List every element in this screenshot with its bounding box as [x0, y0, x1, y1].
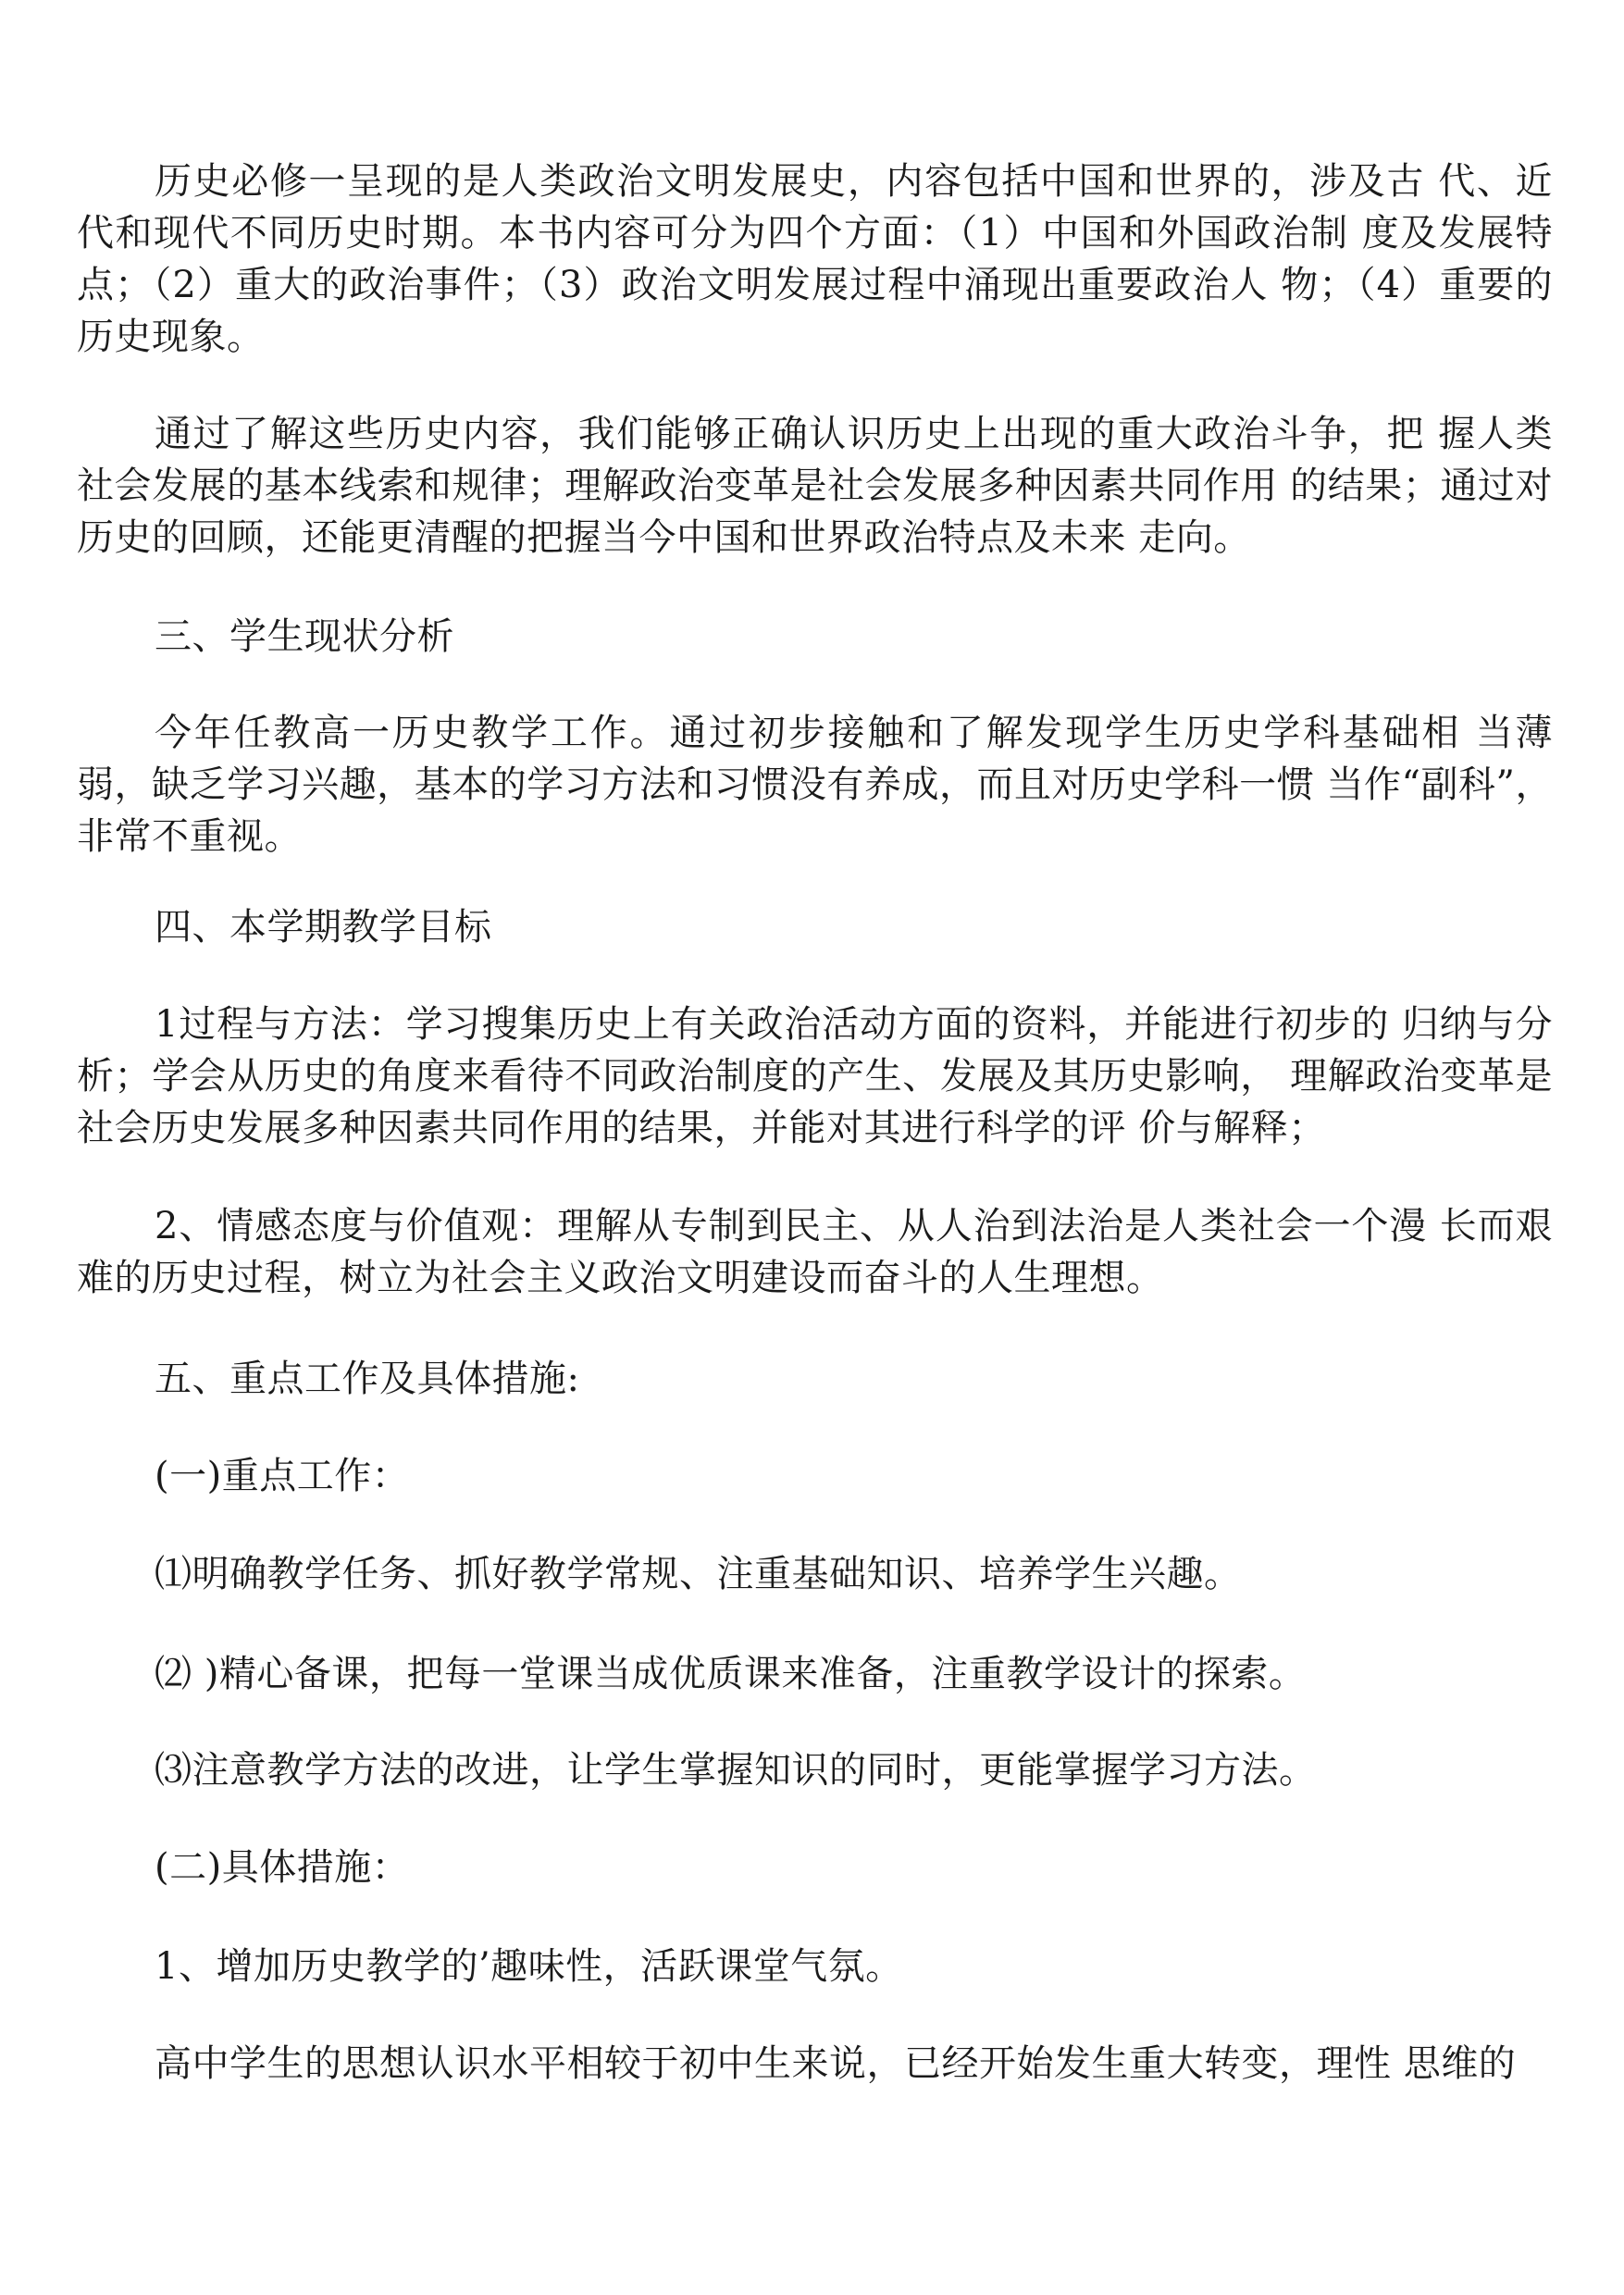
list-item-key-work-2: ⑵ )精心备课，把每一堂课当成优质课来准备，注重教学设计的探索。 [155, 1653, 1307, 1695]
heading-student-analysis: 三、学生现状分析 [155, 615, 454, 658]
list-item-key-work-3: ⑶注意教学方法的改进，让学生掌握知识的同时，更能掌握学习方法。 [155, 1749, 1317, 1792]
paragraph-learning-value: 通过了解这些历史内容，我们能够正确认识历史上出现的重大政治斗争，把 握人类社会发展的基本线索和规律；理解政治变革是社会发展多种因素共同作用 的结果；通过对历史的回顾，还能更清醒的把握当今中国和世界政治特点及未来 走向。 [77, 413, 1553, 559]
paragraph-emotion-values: 2、情感态度与价值观：理解从专制到民主、从人治到法治是人类社会一个漫 长而艰难的历史过程，树立为社会主义政治文明建设而奋斗的人生理想。 [77, 1205, 1553, 1299]
paragraph-student-status: 今年任教高一历史教学工作。通过初步接触和了解发现学生历史学科基础相 当薄弱，缺乏学习兴趣，基本的学习方法和习惯没有养成，而且对历史学科一惯 当作“副科”，非常不重视。 [77, 712, 1553, 858]
heading-teaching-goals: 四、本学期教学目标 [155, 906, 492, 949]
heading-key-work-measures: 五、重点工作及具体措施: [155, 1358, 580, 1400]
heading-key-work: (一)重点工作： [155, 1455, 410, 1497]
paragraph-course-overview: 历史必修一呈现的是人类政治文明发展史，内容包括中国和世界的，涉及古 代、近代和现代不同历史时期。本书内容可分为四个方面：（1）中国和外国政治制 度及发展特点；（2）重大的政治事件；（3）政治文明发展过程中涌现出重要政治人 物；（4）重要的历史现象。 [77, 160, 1553, 358]
paragraph-student-thinking: 高中学生的思想认识水平相较于初中生来说，已经开始发生重大转变，理性 思维的 [155, 2042, 1517, 2085]
list-item-measure-1: 1、增加历史教学的’趣味性，活跃课堂气氛。 [155, 1945, 903, 1988]
heading-specific-measures: (二)具体措施： [155, 1846, 410, 1889]
list-item-key-work-1: ⑴明确教学任务、抓好教学常规、注重基础知识、培养学生兴趣。 [155, 1553, 1242, 1595]
paragraph-process-method: 1过程与方法：学习搜集历史上有关政治活动方面的资料，并能进行初步的 归纳与分析；学会从历史的角度来看待不同政治制度的产生、发展及其历史影响， 理解政治变革是社会历史发展多种因素共同作用的结果，并能对其进行科学的评 价与解释； [77, 1003, 1553, 1149]
